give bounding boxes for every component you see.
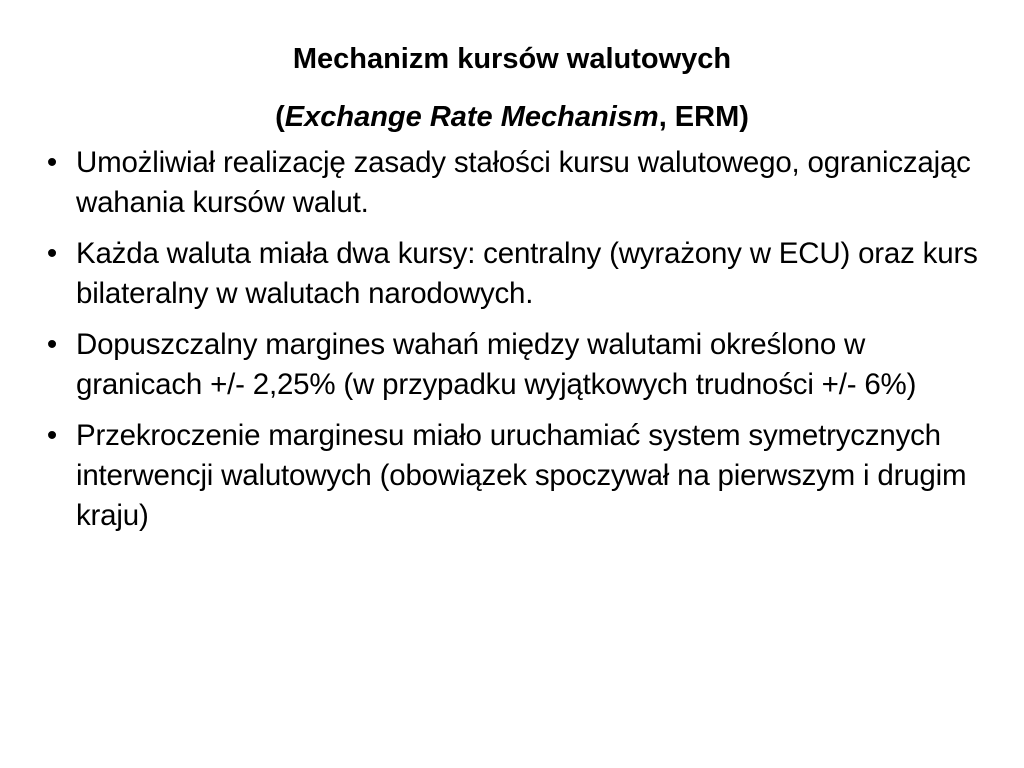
slide-title [0, 30, 1024, 146]
title-rest: , ERM) [658, 101, 749, 133]
bullet-icon: • [46, 146, 58, 179]
bullet-text: Umożliwiał realizację zasady stałości kursu walutowego, ograniczając wahania kursów walut. [76, 146, 971, 219]
bullet-item [40, 234, 984, 314]
bullet-icon: • [46, 419, 58, 452]
title-paren-open: ( [275, 101, 285, 133]
title-line-1: Mechanizm kursów walutowych [292, 43, 732, 75]
bullet-list [40, 143, 984, 547]
bullet-icon: • [46, 237, 58, 270]
bullet-item [40, 325, 984, 405]
bullet-item [40, 143, 984, 223]
bullet-text: Dopuszczalny margines wahań między walutami określono w granicach +/- 2,25% (w przypadku wyjątkowych trudności +/- 6%) [76, 328, 917, 401]
bullet-text: Przekroczenie marginesu miało uruchamiać system symetrycznych interwencji walutowych (obowiązek spoczywał na pierwszym i drugim kraju) [76, 419, 967, 532]
title-line-2 [0, 88, 1024, 146]
bullet-item [40, 416, 984, 536]
title-italic-term: Exchange Rate Mechanism [284, 101, 659, 133]
bullet-icon: • [46, 328, 58, 361]
bullet-text: Każda waluta miała dwa kursy: centralny (wyrażony w ECU) oraz kurs bilateralny w walutach narodowych. [76, 237, 978, 310]
